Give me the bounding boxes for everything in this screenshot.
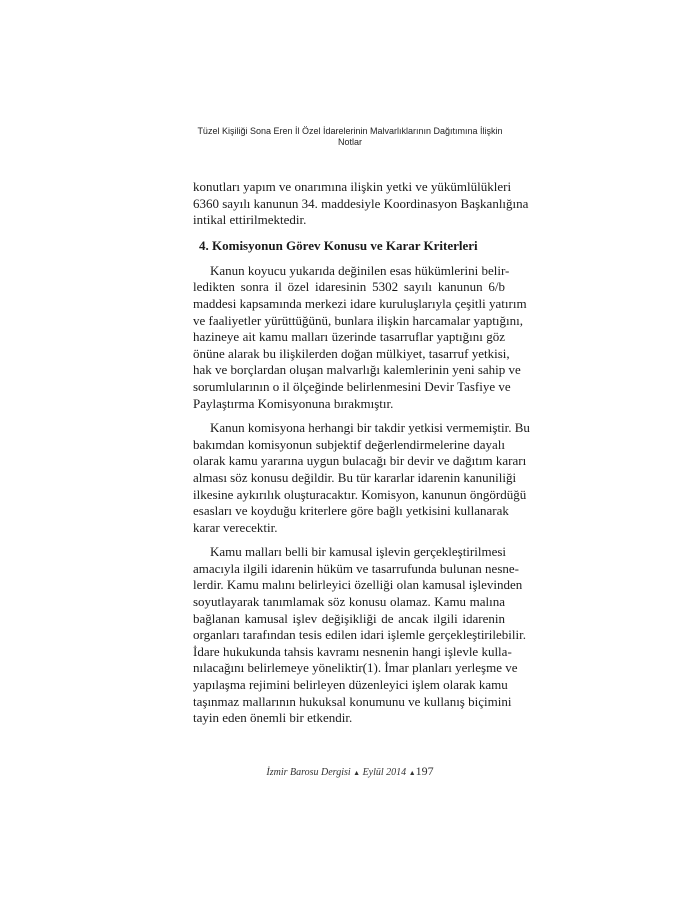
text-line: hazineye ait kamu malları üzerinde tasarruflar yaptığını göz bbox=[193, 329, 505, 345]
text-line: ledikten sonra il özel idaresinin 5302 sayılı kanunun 6/b bbox=[193, 279, 505, 295]
section-heading: 4. Komisyonun Görev Konusu ve Karar Kriterleri bbox=[199, 237, 478, 253]
text-line: bağlanan kamusal işlev değişikliği de ancak ilgili idarenin bbox=[193, 610, 505, 626]
text-line: hak ve borçlardan oluşan malvarlığı kalemlerinin yeni sahip ve bbox=[193, 362, 521, 378]
text-line: intikal ettirilmektedir. bbox=[193, 212, 307, 228]
paragraph-continued bbox=[193, 179, 529, 229]
text-line: tayin eden önemli bir etkendir. bbox=[193, 710, 353, 726]
text-line: olarak kamu yararına uygun bulacağı bir devir ve dağıtım kararı bbox=[193, 453, 527, 469]
text-line: nılacağını belirlemeye yöneliktir(1). İmar planları yerleşme ve bbox=[193, 660, 518, 676]
paragraph bbox=[193, 544, 526, 727]
text-line: konutları yapım ve onarımına ilişkin yetki ve yükümlülükleri bbox=[193, 179, 512, 194]
text-line: ve faaliyetler yürüttüğünü, bunlara ilişkin harcamalar yaptığını, bbox=[193, 312, 523, 328]
text-line: ilkesine aykırılık oluşturacaktır. Komisyon, kanunun öngördüğü bbox=[193, 486, 527, 502]
text-line: yapılaşma rejimini belirleyen düzenleyici işlem olarak kamu bbox=[193, 677, 508, 693]
text-line: karar verecektir. bbox=[193, 519, 278, 535]
text-line: önüne alarak bu ilişkilerden doğan mülkiyet, tasarruf yetkisi, bbox=[193, 345, 510, 361]
page-footer bbox=[150, 764, 550, 779]
text-line: alması söz konusu değildir. Bu tür kararlar idarenin kanuniliği bbox=[193, 469, 517, 485]
issue-date: Eylül 2014 bbox=[362, 767, 407, 778]
text-line: organları tarafından tesis edilen idari işlemle gerçekleştirilebilir. bbox=[193, 627, 526, 643]
paragraph bbox=[193, 262, 527, 412]
text-line: İdare hukukunda tahsis kavramı nesnenin hangi işlevle kulla- bbox=[193, 643, 512, 659]
text-line: sorumlularının o il ölçeğinde belirlenmesini Devir Tasfiye ve bbox=[193, 378, 511, 394]
text-line: Paylaştırma Komisyonuna bırakmıştır. bbox=[193, 395, 394, 411]
header-title-line1: Tüzel Kişiliği Sona Eren İl Özel İdarelerinin Malvarlıklarının Dağıtımına İlişkin bbox=[197, 126, 503, 136]
separator-icon: ▲ bbox=[353, 769, 361, 777]
text-line: amacıyla ilgili idarenin hüküm ve tasarrufunda bulunan nesne- bbox=[193, 560, 519, 576]
page-number: 197 bbox=[415, 764, 434, 778]
text-line: maddesi kapsamında merkezi idare kuruluşlarıyla çeşitli yatırım bbox=[193, 295, 527, 311]
text-line: lerdir. Kamu malını belirleyici özelliği olan kamusal işlevinden bbox=[193, 577, 523, 593]
header-title-line2: Notlar bbox=[337, 137, 362, 147]
text-line: soyutlayarak tanımlamak söz konusu olamaz. Kamu malına bbox=[193, 594, 505, 610]
text-line: bakımdan komisyonun subjektif değerlendirmelerine dayalı bbox=[193, 436, 505, 452]
paragraph bbox=[193, 420, 530, 536]
running-header bbox=[130, 126, 570, 148]
text-line: esasları ve koyduğu kriterlere göre bağlı yetkisini kullanarak bbox=[193, 503, 509, 519]
text-line: 6360 sayılı kanunun 34. maddesiyle Koordinasyon Başkanlığına bbox=[193, 195, 529, 211]
text-line: Kanun komisyona herhangi bir takdir yetkisi vermemiştir. Bu bbox=[210, 420, 530, 436]
journal-name: İzmir Barosu Dergisi bbox=[266, 767, 351, 778]
text-line: taşınmaz mallarının hukuksal konumunu ve kullanış biçimini bbox=[193, 693, 512, 709]
separator-icon: ▲ bbox=[408, 769, 416, 777]
page-body bbox=[193, 179, 530, 735]
text-line: Kanun koyucu yukarıda değinilen esas hükümlerini belir- bbox=[210, 262, 510, 278]
text-line: Kamu malları belli bir kamusal işlevin gerçekleştirilmesi bbox=[210, 544, 507, 560]
